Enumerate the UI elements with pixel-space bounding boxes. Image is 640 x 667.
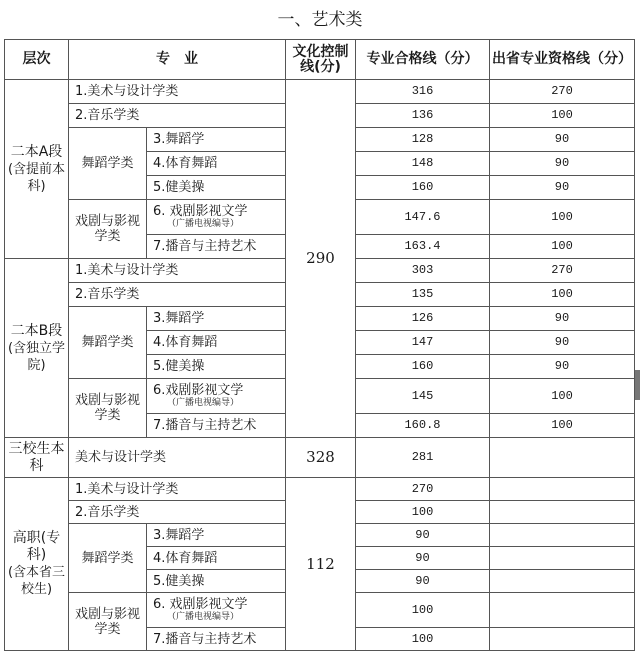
outside-cell: 90 bbox=[490, 331, 635, 355]
outside-cell: 270 bbox=[490, 80, 635, 104]
level-cell-a bbox=[5, 80, 69, 259]
outside-cell: 100 bbox=[490, 414, 635, 438]
major-cell: 7.播音与主持艺术 bbox=[147, 235, 286, 259]
major-cell: 1.美术与设计学类 bbox=[69, 478, 286, 501]
pass-cell: 126 bbox=[356, 307, 490, 331]
pass-cell: 136 bbox=[356, 104, 490, 128]
pass-cell: 303 bbox=[356, 259, 490, 283]
major-cell: 5.健美操 bbox=[147, 355, 286, 379]
major-cell: 5.健美操 bbox=[147, 176, 286, 200]
pass-cell: 270 bbox=[356, 478, 490, 501]
major-cell: 1.美术与设计学类 bbox=[69, 80, 286, 104]
outside-cell: 100 bbox=[490, 379, 635, 414]
outside-cell: 100 bbox=[490, 200, 635, 235]
table-row bbox=[5, 438, 635, 478]
pass-cell: 90 bbox=[356, 524, 490, 547]
outside-cell bbox=[490, 547, 635, 570]
outside-cell bbox=[490, 524, 635, 547]
level-b-sub: (含独立学院) bbox=[7, 340, 66, 373]
pass-cell: 145 bbox=[356, 379, 490, 414]
control-line-three: 328 bbox=[286, 438, 356, 478]
pass-cell: 147 bbox=[356, 331, 490, 355]
major-text: 6. 戏剧影视文学 bbox=[153, 204, 248, 219]
major-cell bbox=[147, 200, 286, 235]
major-cell: 5.健美操 bbox=[147, 570, 286, 593]
header-control: 文化控制线(分) bbox=[286, 40, 356, 80]
major-cell: 3.舞蹈学 bbox=[147, 307, 286, 331]
major-cell: 1.美术与设计学类 bbox=[69, 259, 286, 283]
header-level: 层次 bbox=[5, 40, 69, 80]
outside-cell: 90 bbox=[490, 176, 635, 200]
outside-cell bbox=[490, 501, 635, 524]
level-b-main: 二本B段 bbox=[10, 322, 63, 339]
table-row bbox=[5, 80, 635, 104]
major-note: （广播电视编导） bbox=[167, 219, 240, 229]
outside-cell: 90 bbox=[490, 307, 635, 331]
level-voc-main: 高职(专科) bbox=[12, 530, 61, 563]
pass-cell: 90 bbox=[356, 570, 490, 593]
pass-cell: 90 bbox=[356, 547, 490, 570]
pass-cell: 148 bbox=[356, 152, 490, 176]
pass-cell: 100 bbox=[356, 593, 490, 628]
header-outside: 出省专业资格线（分） bbox=[490, 40, 635, 80]
header-row bbox=[5, 40, 635, 80]
table-row bbox=[5, 478, 635, 501]
level-cell-b bbox=[5, 259, 69, 438]
major-cell: 美术与设计学类 bbox=[69, 438, 286, 478]
outside-cell bbox=[490, 593, 635, 628]
art-cutoff-table bbox=[4, 39, 635, 651]
major-cell: 3.舞蹈学 bbox=[147, 128, 286, 152]
major-cell: 3.舞蹈学 bbox=[147, 524, 286, 547]
major-cell: 4.体育舞蹈 bbox=[147, 152, 286, 176]
pass-cell: 128 bbox=[356, 128, 490, 152]
outside-cell bbox=[490, 570, 635, 593]
major-cell: 7.播音与主持艺术 bbox=[147, 414, 286, 438]
pass-cell: 281 bbox=[356, 438, 490, 478]
category-cell: 戏剧与影视学类 bbox=[69, 379, 147, 438]
category-cell: 舞蹈学类 bbox=[69, 128, 147, 200]
outside-cell: 100 bbox=[490, 283, 635, 307]
major-cell bbox=[147, 593, 286, 628]
header-major: 专 业 bbox=[69, 40, 286, 80]
control-line-ab: 290 bbox=[286, 80, 356, 438]
major-cell: 4.体育舞蹈 bbox=[147, 331, 286, 355]
category-cell: 戏剧与影视学类 bbox=[69, 200, 147, 259]
pass-cell: 160.8 bbox=[356, 414, 490, 438]
pass-cell: 100 bbox=[356, 501, 490, 524]
major-text: 6. 戏剧影视文学 bbox=[153, 597, 248, 612]
major-cell: 7.播音与主持艺术 bbox=[147, 628, 286, 651]
page-title: 一、艺术类 bbox=[277, 10, 363, 30]
level-voc-sub: (含本省三校生) bbox=[7, 565, 66, 597]
outside-cell: 270 bbox=[490, 259, 635, 283]
outside-cell: 90 bbox=[490, 128, 635, 152]
major-cell: 2.音乐学类 bbox=[69, 283, 286, 307]
major-note: （广播电视编导） bbox=[167, 612, 240, 622]
outside-cell: 90 bbox=[490, 355, 635, 379]
level-a-sub: (含提前本科) bbox=[7, 161, 66, 194]
level-cell-three: 三校生本科 bbox=[5, 438, 69, 478]
pass-cell: 147.6 bbox=[356, 200, 490, 235]
pass-cell: 100 bbox=[356, 628, 490, 651]
control-line-vocational: 112 bbox=[286, 478, 356, 651]
category-cell: 戏剧与影视学类 bbox=[69, 593, 147, 651]
major-cell: 4.体育舞蹈 bbox=[147, 547, 286, 570]
scroll-handle[interactable] bbox=[635, 370, 640, 400]
outside-cell bbox=[490, 478, 635, 501]
major-cell: 2.音乐学类 bbox=[69, 104, 286, 128]
pass-cell: 163.4 bbox=[356, 235, 490, 259]
major-note: （广播电视编导） bbox=[167, 398, 240, 408]
outside-cell bbox=[490, 438, 635, 478]
header-pass: 专业合格线（分） bbox=[356, 40, 490, 80]
outside-cell: 100 bbox=[490, 235, 635, 259]
outside-cell bbox=[490, 628, 635, 651]
major-cell bbox=[147, 379, 286, 414]
major-text: 6.戏剧影视文学 bbox=[153, 383, 244, 398]
level-cell-vocational bbox=[5, 478, 69, 651]
level-a-main: 二本A段 bbox=[10, 143, 63, 160]
pass-cell: 160 bbox=[356, 176, 490, 200]
outside-cell: 100 bbox=[490, 104, 635, 128]
category-cell: 舞蹈学类 bbox=[69, 524, 147, 593]
pass-cell: 135 bbox=[356, 283, 490, 307]
outside-cell: 90 bbox=[490, 152, 635, 176]
pass-cell: 160 bbox=[356, 355, 490, 379]
category-cell: 舞蹈学类 bbox=[69, 307, 147, 379]
pass-cell: 316 bbox=[356, 80, 490, 104]
major-cell: 2.音乐学类 bbox=[69, 501, 286, 524]
